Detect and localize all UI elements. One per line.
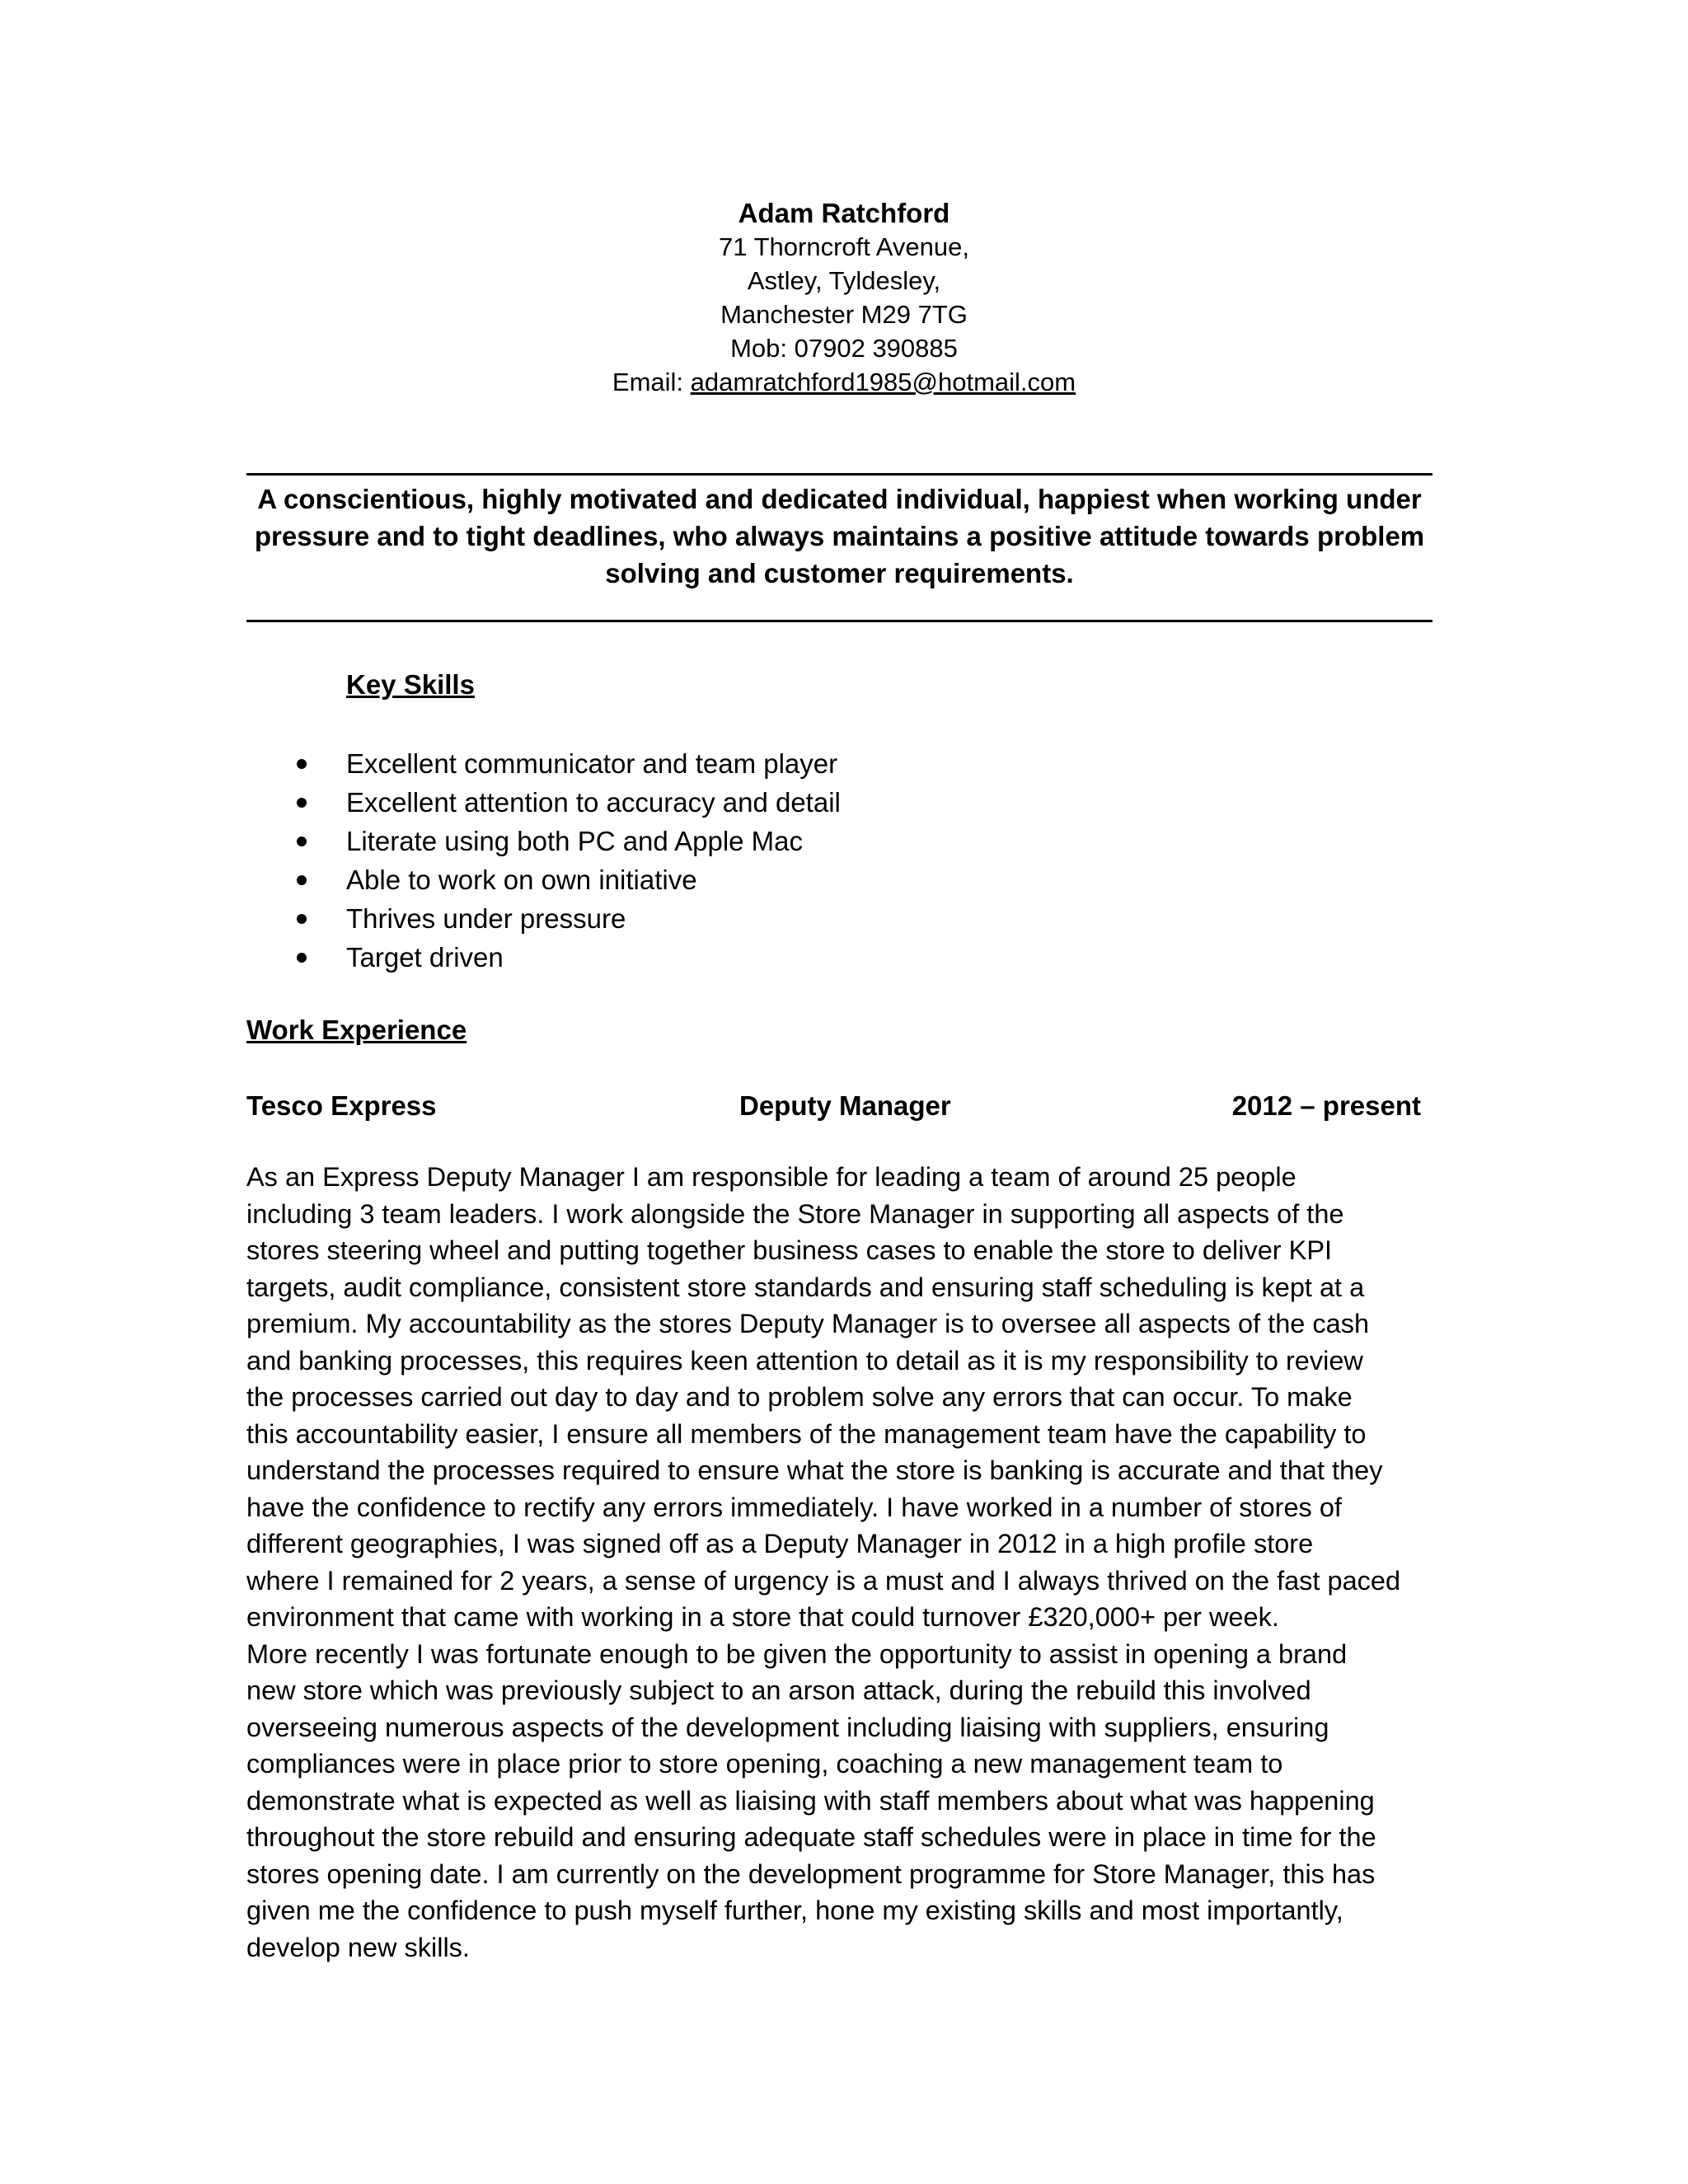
job-description-line: environment that came with working in a store that could turnover £320,000+ per week. xyxy=(246,1602,1279,1632)
job-description-line: different geographies, I was signed off as a Deputy Manager in 2012 in a high profile store xyxy=(246,1529,1314,1558)
job-dates: 2012 – present xyxy=(1231,1090,1421,1121)
job-description-line: including 3 team leaders. I work alongside the Store Manager in supporting all aspects of the xyxy=(246,1198,1344,1229)
job-description-line: stores steering wheel and putting together business cases to enable the store to deliver KPI xyxy=(246,1235,1333,1265)
profile-bottom-divider xyxy=(246,620,1432,622)
job-description-line: premium. My accountability as the stores Deputy Manager is to oversee all aspects of the cash xyxy=(246,1309,1370,1338)
bullet-icon xyxy=(297,759,307,769)
email-link[interactable]: adamratchford1985@hotmail.com xyxy=(690,368,1076,396)
job-description-line: As an Express Deputy Manager I am responsible for leading a team of around 25 people xyxy=(246,1162,1296,1192)
bullet-icon xyxy=(297,798,307,808)
job-description-line: given me the confidence to push myself further, hone my existing skills and most importantly, xyxy=(246,1896,1343,1925)
profile-statement xyxy=(246,480,1432,592)
skill-item xyxy=(246,822,841,860)
bullet-icon xyxy=(297,914,307,924)
job-description-line: throughout the store rebuild and ensuring adequate staff schedules were in place in time for the xyxy=(246,1822,1376,1852)
skill-text: Target driven xyxy=(346,942,504,972)
candidate-name: Adam Ratchford xyxy=(738,198,950,228)
email-line xyxy=(0,365,1688,399)
job-description-line: demonstrate what is expected as well as liaising with staff members about what was happening xyxy=(246,1785,1375,1816)
skill-item xyxy=(246,899,841,938)
skill-item xyxy=(246,938,841,977)
job-description-line: develop new skills. xyxy=(246,1932,470,1962)
address-line-1: 71 Thorncroft Avenue, xyxy=(719,232,969,261)
job-description-line: targets, audit compliance, consistent store standards and ensuring staff scheduling is kept at a xyxy=(246,1272,1365,1302)
job-header-row xyxy=(246,1088,1432,1124)
job-description-line: understand the processes required to ensure what the store is banking is accurate and that they xyxy=(246,1455,1383,1485)
skill-text: Able to work on own initiative xyxy=(346,865,697,895)
key-skills-list xyxy=(246,744,841,977)
job-company: Tesco Express xyxy=(246,1090,437,1121)
bullet-icon xyxy=(297,953,307,963)
work-experience-heading: Work Experience xyxy=(246,1015,467,1045)
job-description-line: compliances were in place prior to store opening, coaching a new management team to xyxy=(246,1749,1283,1779)
job-description-line: where I remained for 2 years, a sense of urgency is a must and I always thrived on the fast paced xyxy=(246,1565,1401,1596)
job-description-line: and banking processes, this requires keen attention to detail as it is my responsibility to review xyxy=(246,1345,1363,1376)
job-description-line: this accountability easier, I ensure all members of the management team have the capability to xyxy=(246,1418,1367,1449)
job-description-line: overseeing numerous aspects of the development including liaising with suppliers, ensuring xyxy=(246,1712,1329,1742)
skill-text: Thrives under pressure xyxy=(346,903,626,934)
address-line-2: Astley, Tyldesley, xyxy=(747,266,941,295)
job-description-line: have the confidence to rectify any errors immediately. I have worked in a number of stores of xyxy=(246,1492,1342,1522)
bullet-icon xyxy=(297,837,307,846)
profile-line: solving and customer requirements. xyxy=(605,558,1074,588)
job-description-line: More recently I was fortunate enough to be given the opportunity to assist in opening a brand xyxy=(246,1638,1348,1669)
address-line-3: Manchester M29 7TG xyxy=(720,300,968,329)
job-description-line: new store which was previously subject to an arson attack, during the rebuild this involved xyxy=(246,1675,1311,1705)
bullet-icon xyxy=(297,875,307,885)
skill-text: Excellent attention to accuracy and detail xyxy=(346,787,841,818)
job-description-line: the processes carried out day to day and to problem solve any errors that can occur. To make xyxy=(246,1382,1353,1412)
skill-text: Excellent communicator and team player xyxy=(346,748,838,779)
key-skills-heading: Key Skills xyxy=(346,669,475,700)
skill-item xyxy=(246,860,841,899)
email-label: Email: xyxy=(612,368,691,396)
profile-top-divider xyxy=(246,473,1432,476)
job-description xyxy=(246,1159,1437,1966)
profile-line: A conscientious, highly motivated and dedicated individual, happiest when working under xyxy=(257,484,1422,514)
contact-header xyxy=(0,196,1688,399)
skill-text: Literate using both PC and Apple Mac xyxy=(346,826,804,856)
skill-item xyxy=(246,744,841,783)
job-description-line: stores opening date. I am currently on the development programme for Store Manager, this has xyxy=(246,1858,1376,1889)
profile-line: pressure and to tight deadlines, who always maintains a positive attitude towards problem xyxy=(254,521,1425,551)
mobile-number: Mob: 07902 390885 xyxy=(730,334,958,363)
skill-item xyxy=(246,783,841,822)
job-title: Deputy Manager xyxy=(739,1090,951,1121)
